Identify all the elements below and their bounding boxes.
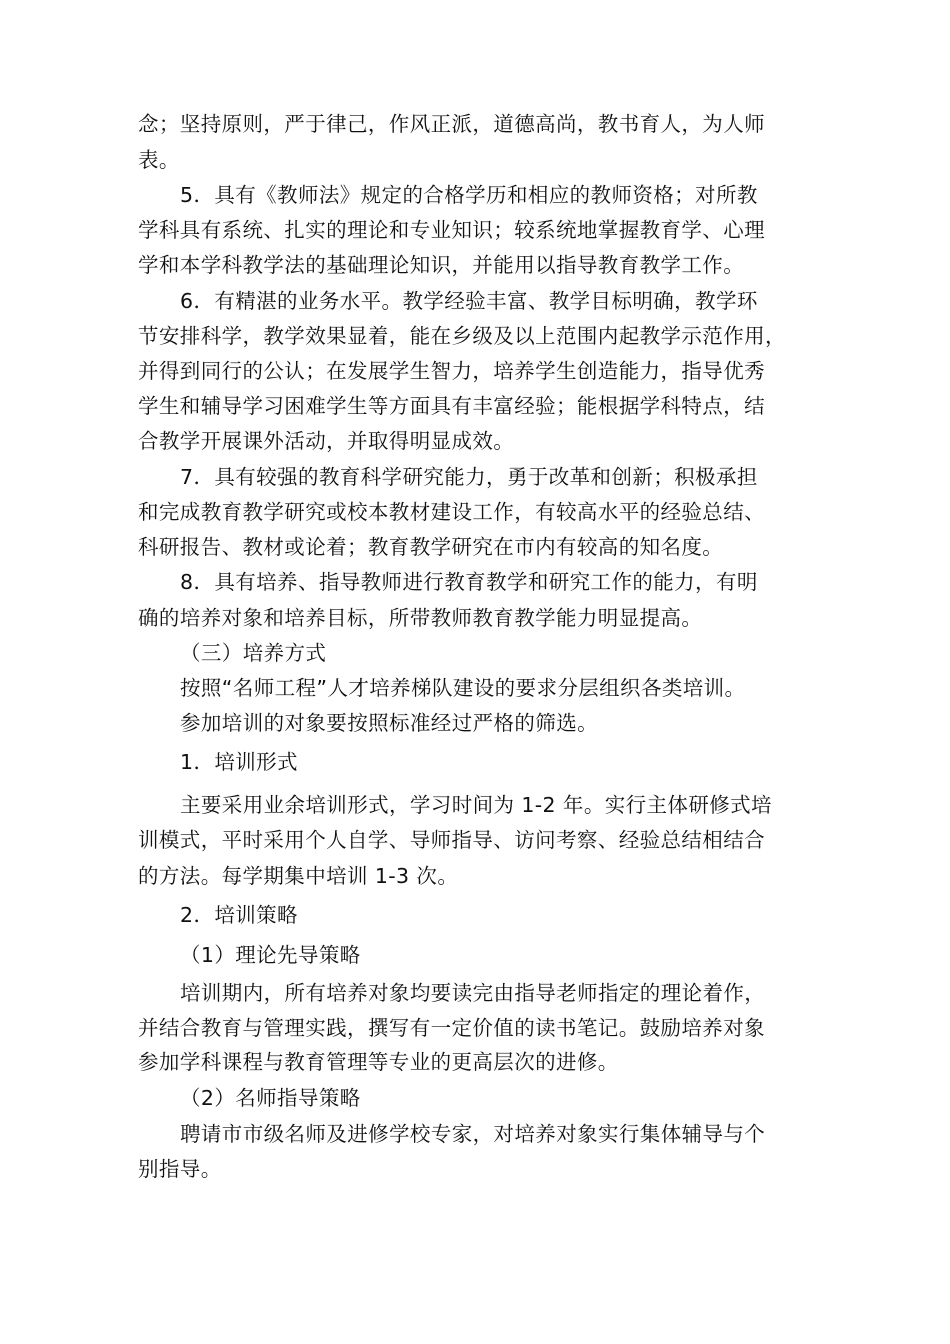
item-heading: （2）名师指导策略 xyxy=(180,1086,361,1110)
text-line: 合教学开展课外活动，并取得明显成效。 xyxy=(138,429,515,453)
text-line: 按照“名师工程”人才培养梯队建设的要求分层组织各类培训。 xyxy=(180,676,746,700)
text-line: 科研报告、教材或论着；教育教学研究在市内有较高的知名度。 xyxy=(138,535,724,559)
text-line: 7．具有较强的教育科学研究能力，勇于改革和创新；积极承担 xyxy=(180,465,758,489)
text-line: 学科具有系统、扎实的理论和专业知识；较系统地掌握教育学、心理 xyxy=(138,218,765,242)
item-heading: （1）理论先导策略 xyxy=(180,943,361,967)
text-line: 表。 xyxy=(138,148,180,172)
text-line: 学生和辅导学习困难学生等方面具有丰富经验；能根据学科特点，结 xyxy=(138,394,765,418)
text-line: 聘请市市级名师及进修学校专家，对培养对象实行集体辅导与个 xyxy=(180,1122,766,1146)
text-line: 8．具有培养、指导教师进行教育教学和研究工作的能力，有明 xyxy=(180,570,758,594)
text-line: 参加学科课程与教育管理等专业的更高层次的进修。 xyxy=(138,1050,619,1074)
text-line: 节安排科学，教学效果显着，能在乡级及以上范围内起教学示范作用， xyxy=(138,324,786,348)
text-line: 念；坚持原则，严于律己，作风正派，道德高尚，教书育人，为人师 xyxy=(138,112,765,136)
text-line: 培训期内，所有培养对象均要读完由指导老师指定的理论着作， xyxy=(180,981,766,1005)
text-line: 和完成教育教学研究或校本教材建设工作，有较高水平的经验总结、 xyxy=(138,500,765,524)
section-heading: （三）培养方式 xyxy=(180,641,327,665)
text-line: 参加培训的对象要按照标准经过严格的筛选。 xyxy=(180,711,598,735)
text-line: 的方法。每学期集中培训 1-3 次。 xyxy=(138,864,459,888)
text-line: 学和本学科教学法的基础理论知识，并能用以指导教育教学工作。 xyxy=(138,253,745,277)
text-line: 主要采用业余培训形式，学习时间为 1-2 年。实行主体研修式培 xyxy=(180,793,772,817)
text-line: 别指导。 xyxy=(138,1157,222,1181)
text-line: 6．有精湛的业务水平。教学经验丰富、教学目标明确，教学环 xyxy=(180,289,758,313)
subsection-heading: 2．培训策略 xyxy=(180,903,298,927)
subsection-heading: 1．培训形式 xyxy=(180,750,298,774)
text-line: 训模式，平时采用个人自学、导师指导、访问考察、经验总结相结合 xyxy=(138,828,765,852)
text-line: 并结合教育与管理实践，撰写有一定价值的读书笔记。鼓励培养对象 xyxy=(138,1016,765,1040)
text-line: 确的培养对象和培养目标，所带教师教育教学能力明显提高。 xyxy=(138,606,703,630)
text-line: 并得到同行的公认；在发展学生智力，培养学生创造能力，指导优秀 xyxy=(138,359,765,383)
text-line: 5．具有《教师法》规定的合格学历和相应的教师资格；对所教 xyxy=(180,183,758,207)
